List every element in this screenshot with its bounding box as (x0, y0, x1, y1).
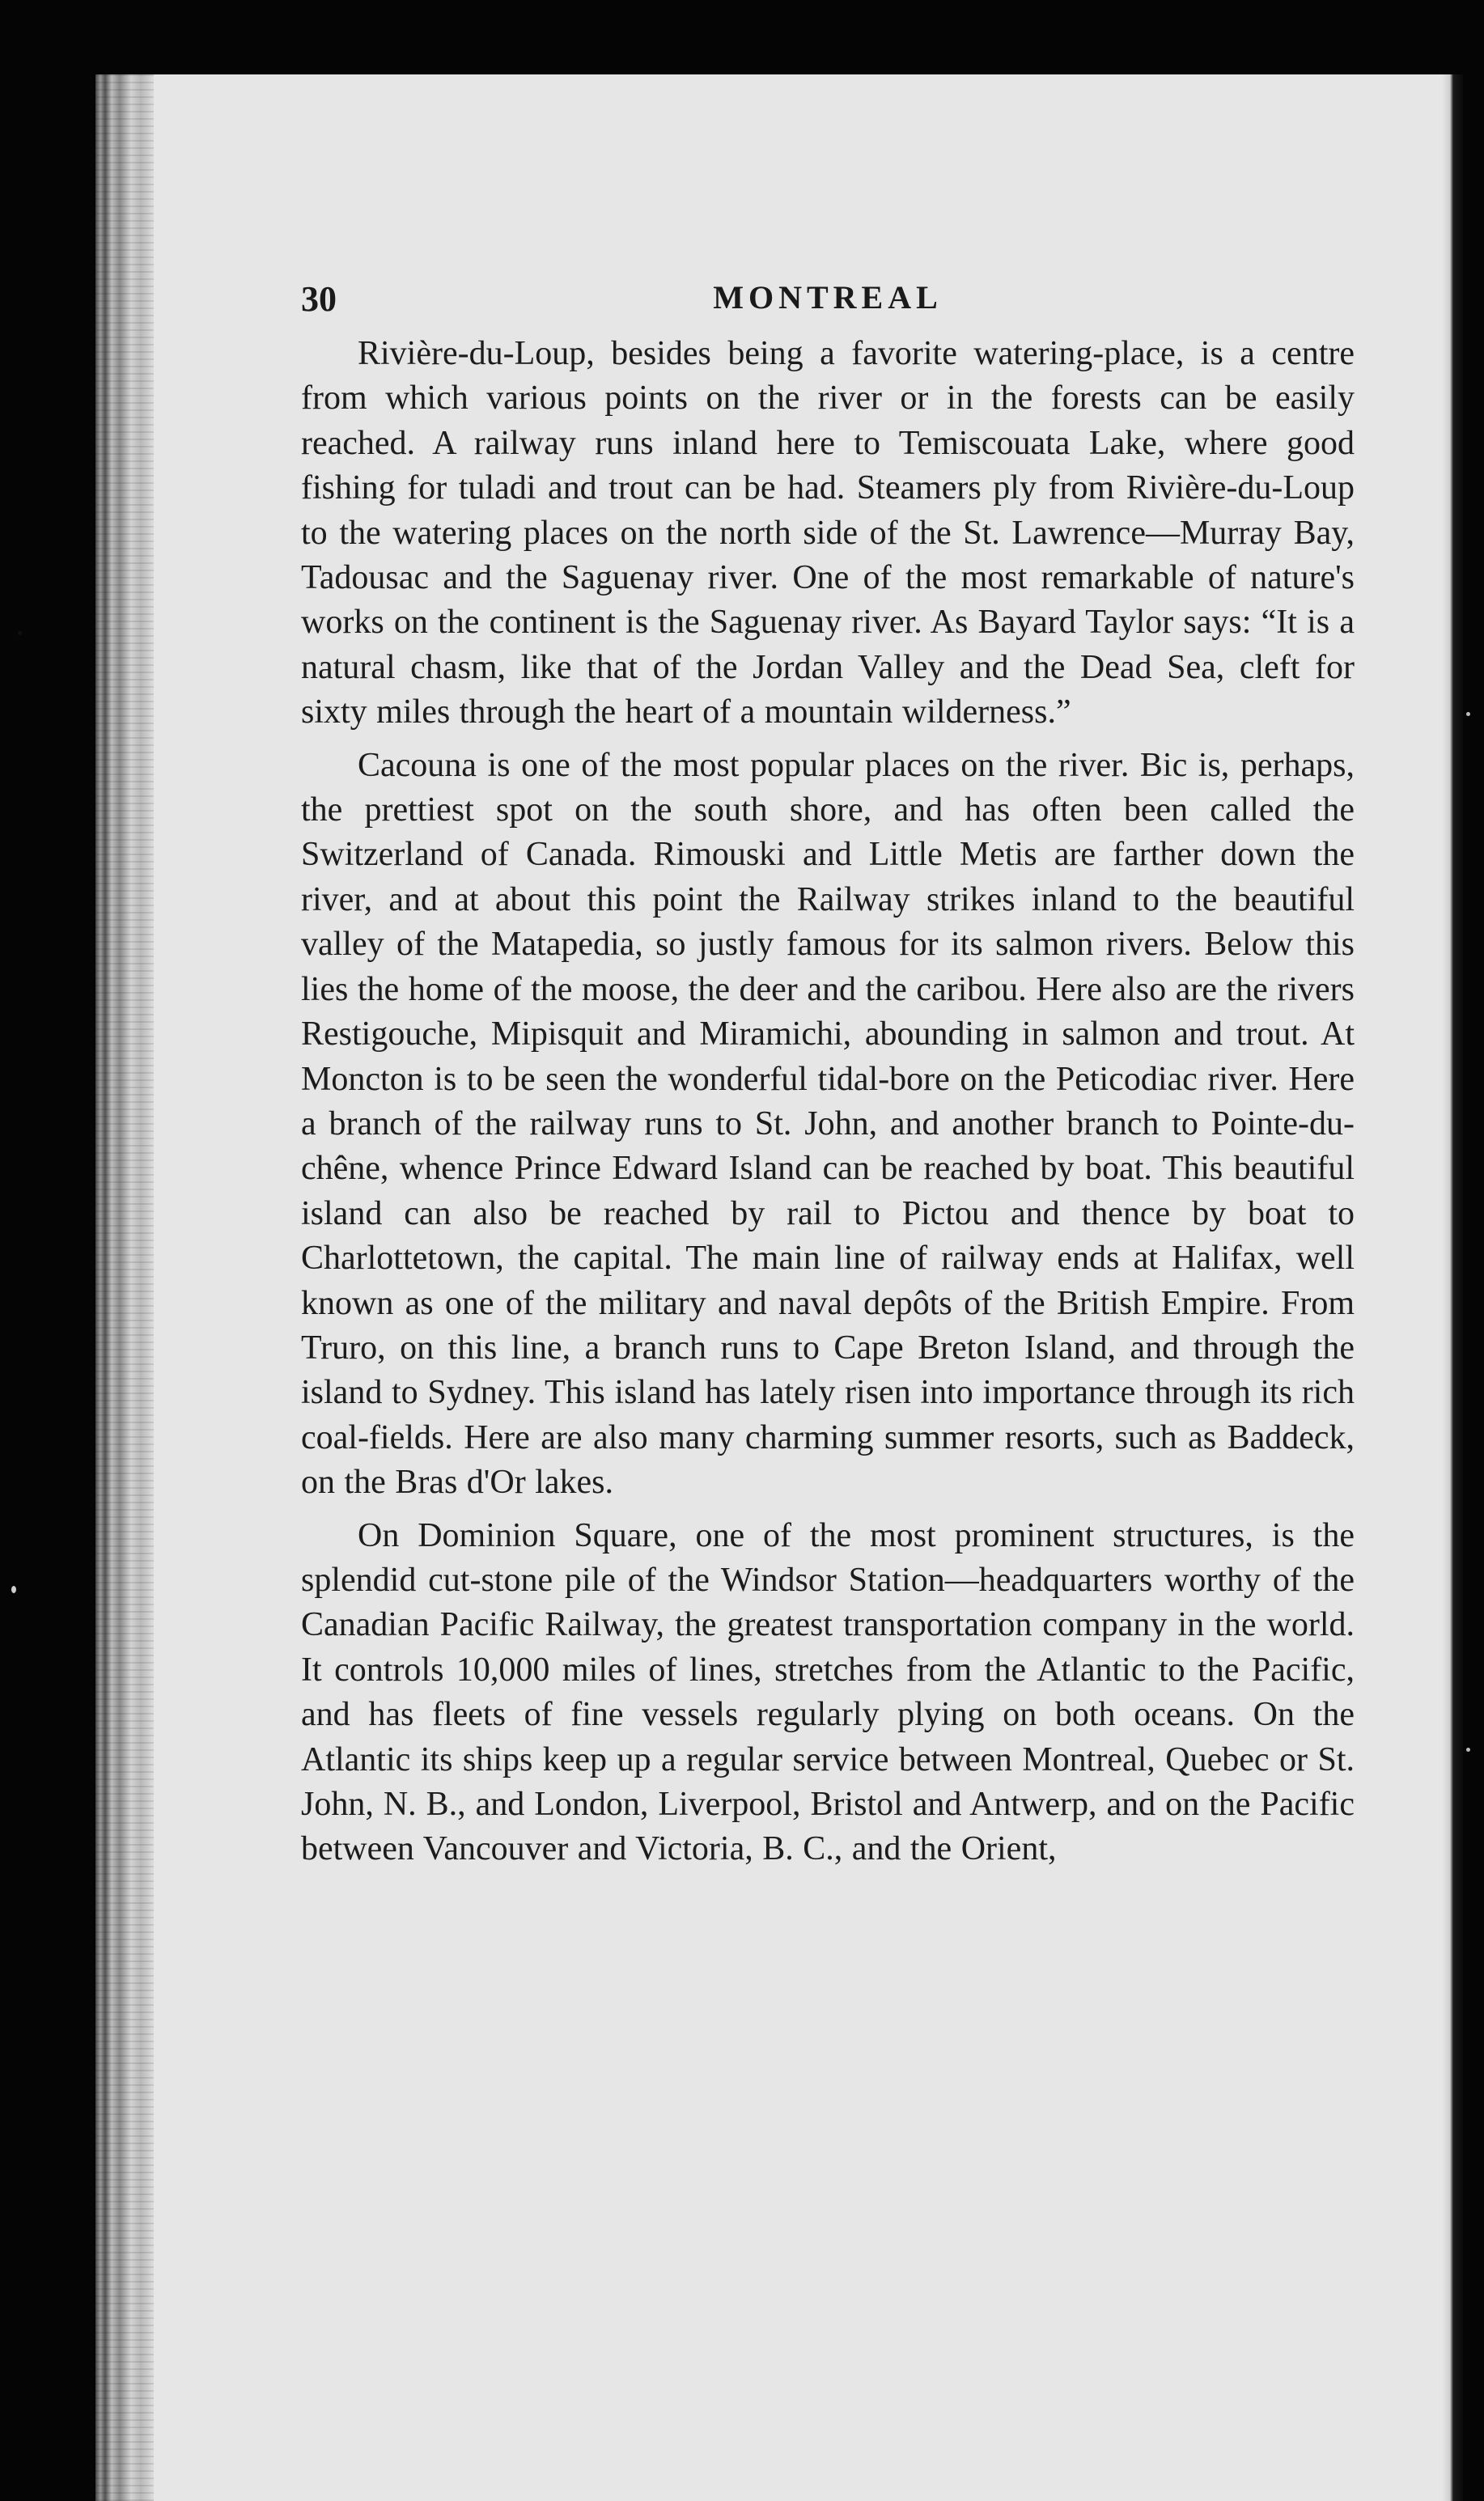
scan-speck (1466, 712, 1470, 716)
scan-speck (18, 631, 22, 635)
scan-speck (1466, 1748, 1470, 1752)
paragraph-dominion-square: On Dominion Square, one of the most prominent structures, is the splendid cut-stone pile of the Windsor Station—headquarters worthy of the Canadian Pacific Railway, the greatest transportation company in the world. It controls 10,000 miles of lines, stretches from the Atlantic to the Pacific, and has fleets of fine vessels regularly plying on both oceans. On the Atlantic its ships keep up a regular service between Montreal, Quebec or St. John, N. B., and London, Liverpool, Bristol and Antwerp, and on the Pacific between Vancouver and Victoria, B. C., and the Orient, (301, 1516, 1355, 1868)
scan-speck (11, 1586, 16, 1593)
binding-shadow-lines (95, 74, 154, 2501)
page-right-edge (1442, 74, 1463, 2501)
body-text (301, 332, 1355, 1872)
book-page (95, 74, 1463, 2501)
paragraph-cacouna: Cacouna is one of the most popular places on the river. Bic is, perhaps, the prettiest spot on the south shore, and has often been called the Switzerland of Canada. Rimouski and Little Metis are farther down the river, and at about this point the Railway strikes inland to the beautiful valley of the Matapedia, so justly famous for its salmon rivers. Below this lies the home of the moose, the deer and the caribou. Here also are the rivers Restigouche, Mipisquit and Miramichi, abounding in salmon and trout. At Moncton is to be seen the wonderful tidal-bore on the Peticodiac river. Here a branch of the railway runs to St. John, and another branch to Pointe-du-chêne, whence Prince Edward Island can be reached by boat. This beautiful island can also be reached by rail to Pictou and thence by boat to Charlottetown, the capital. The main line of railway ends at Halifax, well known as one of the military and naval depôts of the British Empire. From Truro, on this line, a branch runs to Cape Breton Island, and through the island to Sydney. This island has lately risen into importance through its rich coal-fields. Here are also many charming summer resorts, such as Baddeck, on the Bras d'Or lakes. (301, 746, 1355, 1502)
running-head: MONTREAL (713, 279, 943, 316)
page-number: 30 (301, 279, 337, 319)
paragraph-riviere-du-loup: Rivière-du-Loup, besides being a favorite watering-place, is a centre from which various points on the river or in the forests can be easily reached. A railway runs inland here to Temiscouata Lake, where good fishing for tuladi and trout can be had. Steamers ply from Rivière-du-Loup to the watering places on the north side of the St. Lawrence—Murray Bay, Tadousac and the Saguenay river. One of the most remarkable of nature's works on the continent is the Saguenay river. As Bayard Taylor says: “It is a natural chasm, like that of the Jordan Valley and the Dead Sea, cleft for sixty miles through the heart of a mountain wilderness.” (301, 335, 1355, 731)
page-header (301, 278, 1355, 327)
